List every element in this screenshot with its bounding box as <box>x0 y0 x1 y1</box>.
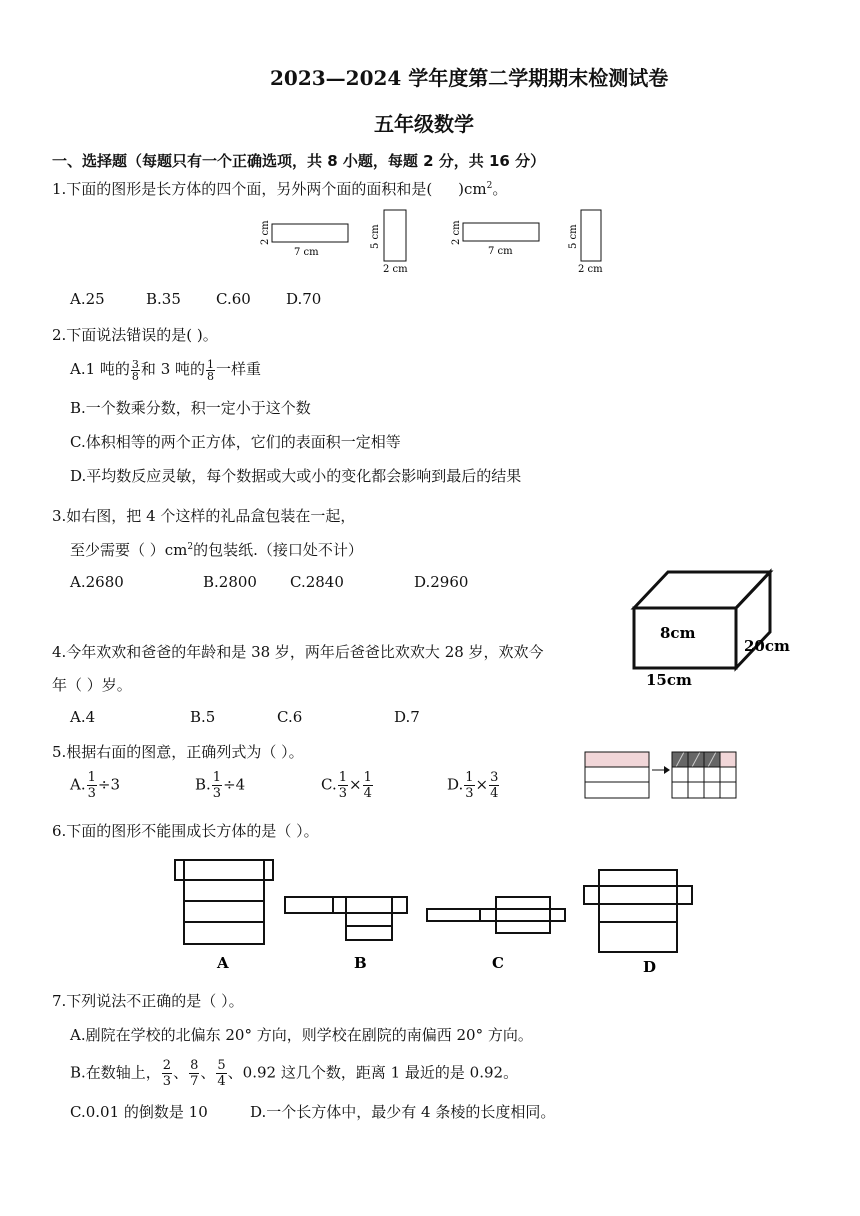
net-c <box>427 897 565 933</box>
left-shaded-row <box>585 752 649 767</box>
q7-option-a[interactable]: A.剧院在学校的北偏东 20° 方向，则学校在剧院的南偏西 20° 方向。 <box>70 1026 533 1044</box>
q4-option-b[interactable]: B.5 <box>190 708 216 726</box>
page-title: 2023—2024 学年度第二学期期末检测试卷 <box>270 66 669 90</box>
q4-option-a[interactable]: A.4 <box>70 708 96 726</box>
fraction-diagram <box>584 750 740 802</box>
question-3-line-1: 3.如右图，把 4 个这样的礼品盒包装在一起， <box>52 507 356 525</box>
gift-box-figure <box>620 560 800 690</box>
box-length-label: 15cm <box>646 671 692 689</box>
section-heading: 一、选择题（每题只有一个正确选项，共 8 小题，每题 2 分，共 16 分） <box>52 152 546 170</box>
net-label-a: A <box>217 954 229 972</box>
q2-option-b[interactable]: B.一个数乘分数，积一定小于这个数 <box>70 399 311 417</box>
q2-option-d[interactable]: D.平均数反应灵敏，每个数据或大或小的变化都会影响到最后的结果 <box>70 467 522 485</box>
q5-option-d[interactable]: D. $\frac{1}{3}$ × $\frac{3}{4}$ <box>447 770 499 801</box>
q5-option-c[interactable]: C. $\frac{1}{3}$ × $\frac{1}{4}$ <box>321 770 372 801</box>
q4-option-c[interactable]: C.6 <box>277 708 303 726</box>
q1-option-c[interactable]: C.60 <box>216 290 251 308</box>
net-label-c: C <box>492 954 504 972</box>
q7-option-b[interactable]: B.在数轴上， $\frac{2}{3}$ 、 $\frac{8}{7}$ 、 $\frac{5}{4}$ 、0.92 这几个数，距离 1 最近的是 0.92。 <box>70 1058 519 1089</box>
q5-option-b[interactable]: B. $\frac{1}{3}$ ÷4 <box>195 770 246 801</box>
question-6-stem: 6.下面的图形不能围成长方体的是（ ）。 <box>52 822 319 840</box>
face-2-width-label: 2 cm <box>383 264 408 275</box>
q3-option-c[interactable]: C.2840 <box>290 573 344 591</box>
q7-option-d[interactable]: D.一个长方体中，最少有 4 条棱的长度相同。 <box>250 1103 556 1121</box>
face-4-width-label: 2 cm <box>578 264 603 275</box>
box-depth-label: 20cm <box>744 637 790 655</box>
box-top-face <box>634 572 770 608</box>
net-d <box>584 870 692 952</box>
face-rect-3 <box>463 223 539 241</box>
q3-option-d[interactable]: D.2960 <box>414 573 469 591</box>
q7-option-c[interactable]: C.0.01 的倒数是 10 <box>70 1103 208 1121</box>
arrow-icon <box>664 766 670 774</box>
net-a <box>175 860 273 944</box>
face-rect-1 <box>272 224 348 242</box>
q2-option-a[interactable]: A.1 吨的 $\frac{3}{8}$ 和 3 吨的 $\frac{1}{8}$ 一样重 <box>70 357 262 383</box>
q5-option-a[interactable]: A. $\frac{1}{3}$ ÷3 <box>70 770 121 801</box>
question-4-line-2: 年（ ）岁。 <box>52 676 132 694</box>
question-1-figure <box>250 205 620 277</box>
face-4-height-label: 5 cm <box>568 224 579 249</box>
page-subtitle: 五年级数学 <box>374 112 474 136</box>
face-2-height-label: 5 cm <box>370 224 381 249</box>
face-1-width-label: 7 cm <box>294 247 319 258</box>
face-1-height-label: 2 cm <box>260 220 271 245</box>
face-3-height-label: 2 cm <box>451 220 462 245</box>
face-rect-2 <box>384 210 406 261</box>
question-4-line-1: 4.今年欢欢和爸爸的年龄和是 38 岁，两年后爸爸比欢欢大 28 岁，欢欢今 <box>52 643 544 661</box>
q1-option-d[interactable]: D.70 <box>286 290 322 308</box>
q3-option-b[interactable]: B.2800 <box>203 573 257 591</box>
question-3-line-2: 至少需要（ ）$cm^2$的包装纸.（接口处不计） <box>70 541 363 559</box>
q1-option-b[interactable]: B.35 <box>146 290 181 308</box>
net-b <box>285 897 407 940</box>
nets-figure <box>170 852 710 982</box>
q3-option-a[interactable]: A.2680 <box>70 573 124 591</box>
net-label-b: B <box>354 954 367 972</box>
question-7-stem: 7.下列说法不正确的是（ ）。 <box>52 992 244 1010</box>
face-rect-4 <box>581 210 601 261</box>
question-5-stem: 5.根据右面的图意，正确列式为（ ）。 <box>52 743 304 761</box>
question-1-stem: 1.下面的图形是长方体的四个面，另外两个面的面积和是( )$cm^2$。 <box>52 180 508 198</box>
q4-option-d[interactable]: D.7 <box>394 708 420 726</box>
q2-option-c[interactable]: C.体积相等的两个正方体，它们的表面积一定相等 <box>70 433 401 451</box>
q1-option-a[interactable]: A.25 <box>70 290 105 308</box>
net-label-d: D <box>643 958 657 976</box>
face-3-width-label: 7 cm <box>488 246 513 257</box>
box-height-label: 8cm <box>660 624 696 642</box>
question-2-stem: 2.下面说法错误的是( )。 <box>52 326 218 344</box>
